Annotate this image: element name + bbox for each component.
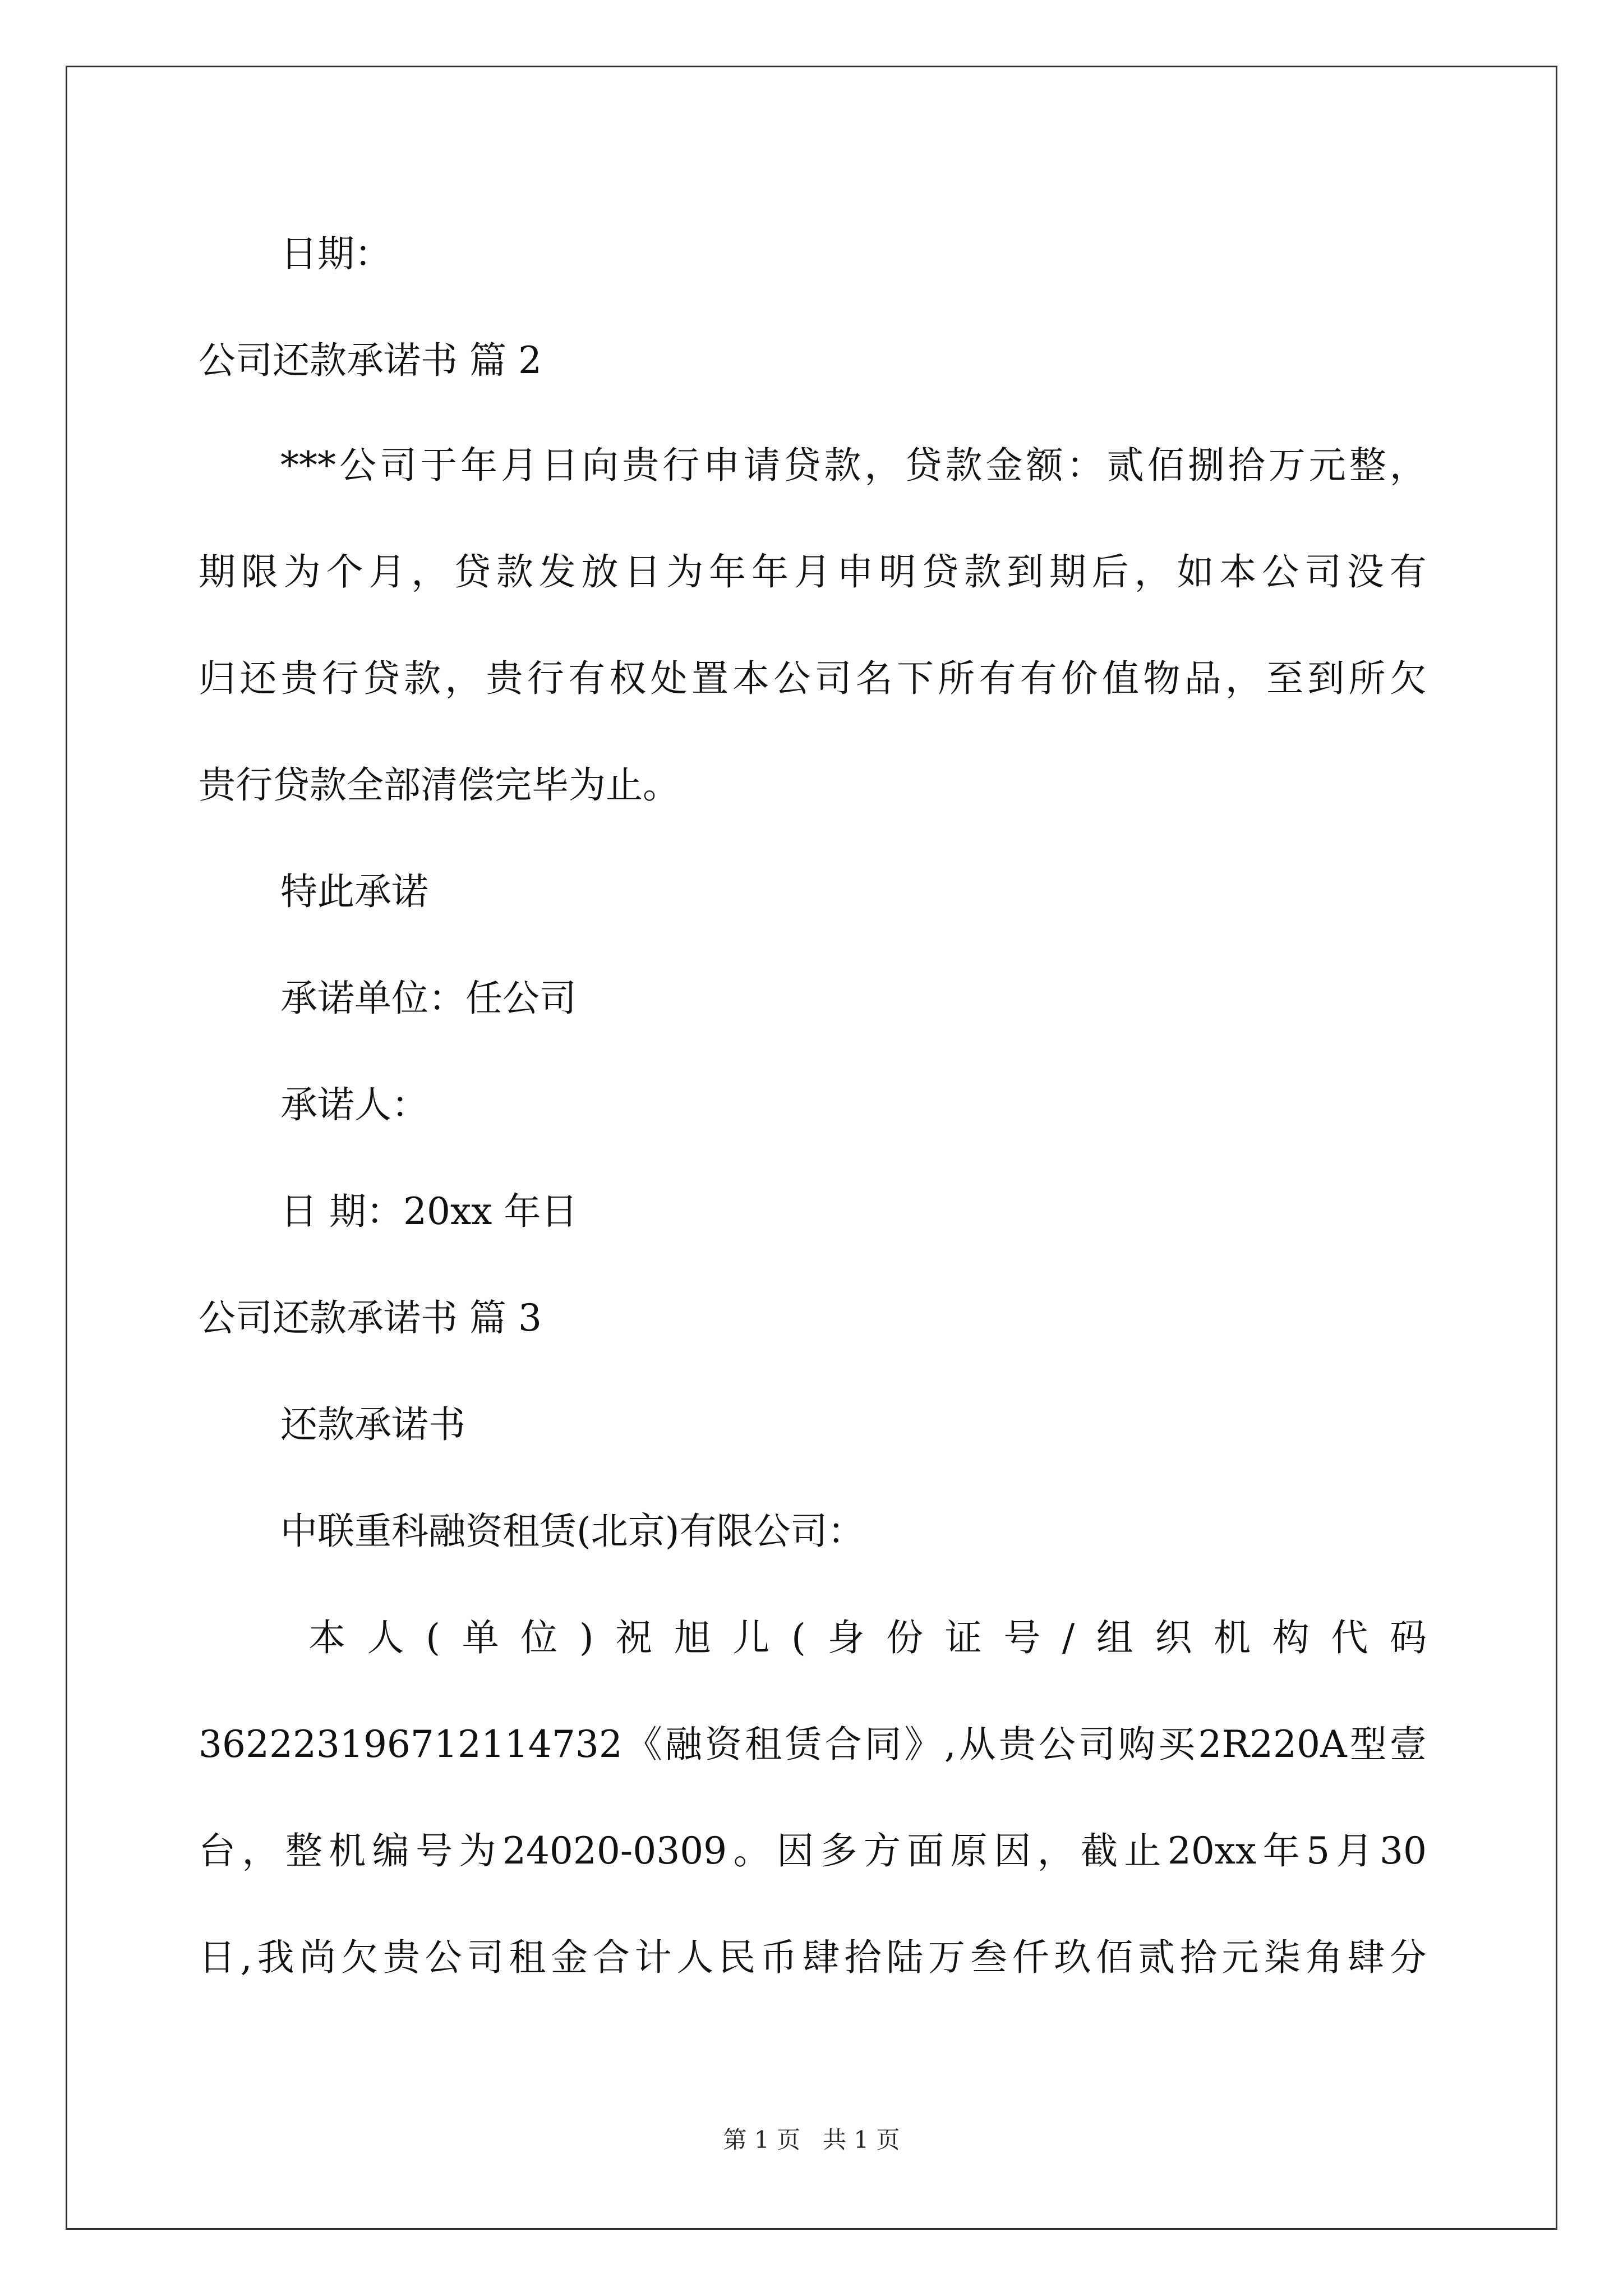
document-title: 还款承诺书 xyxy=(280,1403,465,1446)
date-line: 日期： xyxy=(280,232,391,275)
body-paragraph-line: 362223196712114732 《 融 资 租 赁 合 同 》 , 从 贵 公 司 购 买 2R220A 型 壹 xyxy=(199,1723,1427,1766)
body-paragraph-line: *** 公 司 于 年 月 日 向 贵 行 申 请 贷 款 ， 贷 款 金 额 ： 贰 佰 捌 拾 万 元 整 ， xyxy=(280,444,1427,487)
addressee: 中联重科融资租赁(北京)有限公司： xyxy=(280,1510,865,1553)
section-heading-2: 公司还款承诺书 篇 2 xyxy=(199,339,542,382)
date-line: 日 期：20xx 年日 xyxy=(280,1190,578,1233)
page-border xyxy=(66,66,1557,2230)
pledge-statement: 特此承诺 xyxy=(280,870,428,913)
pledge-unit: 承诺单位：任公司 xyxy=(280,977,577,1020)
body-paragraph-line: 归 还 贵 行 贷 款 ， 贵 行 有 权 处 置 本 公 司 名 下 所 有 有 价 值 物 品 ， 至 到 所 欠 xyxy=(199,657,1427,700)
body-paragraph-line: 期 限 为 个 月 ， 贷 款 发 放 日 为 年 年 月 申 明 贷 款 到 期 后 ， 如 本 公 司 没 有 xyxy=(199,550,1427,593)
body-paragraph-line: 本 人 ( 单 位 ) 祝 旭 儿 ( 身 份 证 号 / 组 织 机 构 代 码 xyxy=(308,1616,1427,1659)
body-paragraph-line: 贵行贷款全部清偿完毕为止。 xyxy=(199,763,680,807)
body-paragraph-line: 台 ， 整 机 编 号 为 24020-0309 。 因 多 方 面 原 因 ， 截 止 20xx 年 5 月 30 xyxy=(199,1829,1427,1872)
body-paragraph-line: 日 , 我 尚 欠 贵 公 司 租 金 合 计 人 民 币 肆 拾 陆 万 叁 仟 玖 佰 贰 拾 元 柒 角 肆 分 xyxy=(199,1936,1427,1979)
pledger: 承诺人： xyxy=(280,1083,428,1126)
page-footer: 第 1 页 共 1 页 xyxy=(723,2126,900,2154)
section-heading-3: 公司还款承诺书 篇 3 xyxy=(199,1296,542,1340)
